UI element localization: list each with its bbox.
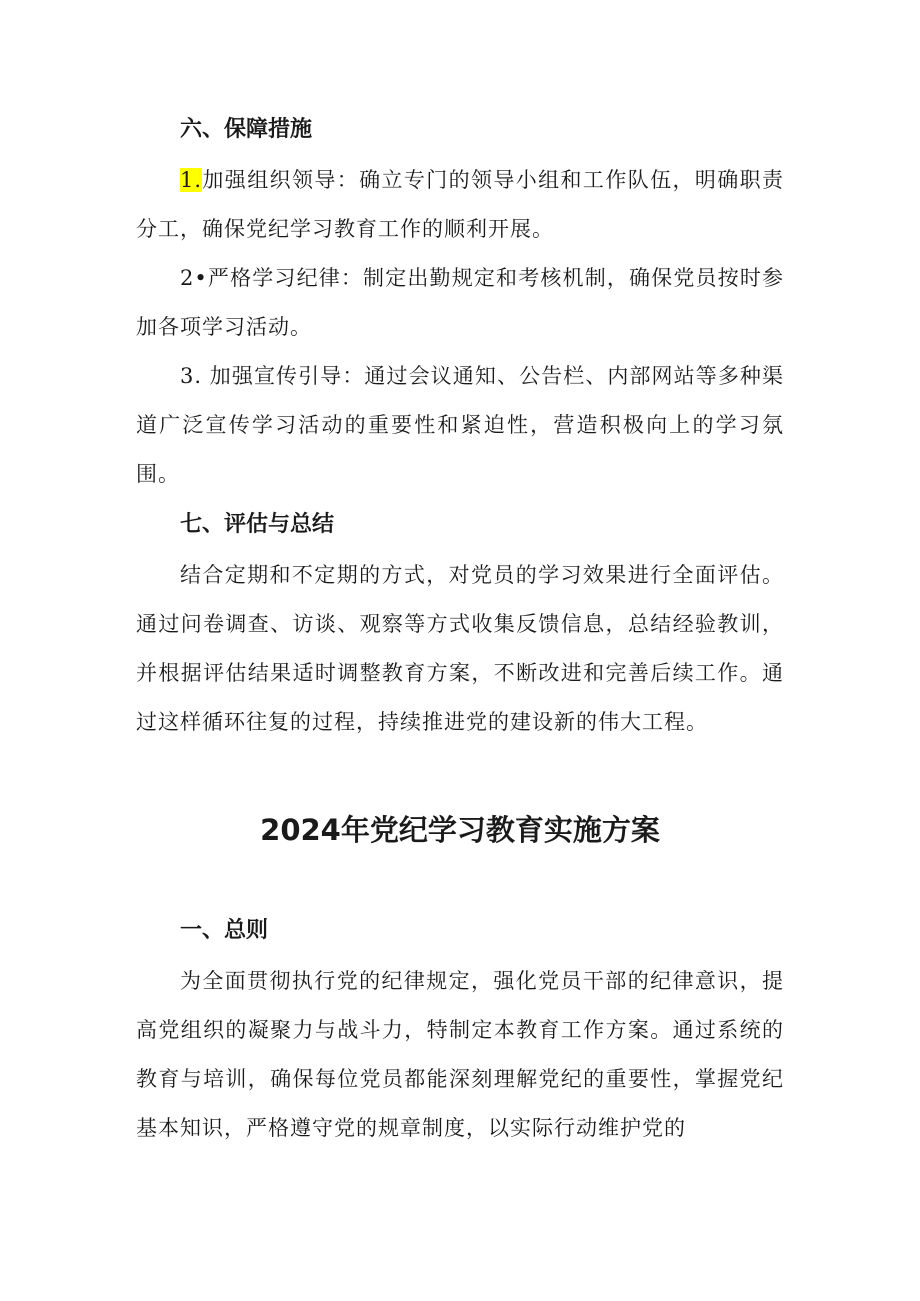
section6-heading: 六、保障措施 [180,117,313,142]
section6-item1-text: 加强组织领导：确立专门的领导小组和工作队伍，明确职责分工，确保党纪学习教育工作的顺利开展。 [136,168,784,241]
section1-heading: 一、总则 [180,918,269,943]
section6-item1 [136,156,784,254]
section7-heading: 七、评估与总结 [180,512,335,537]
section1-paragraph: 为全面贯彻执行党的纪律规定，强化党员干部的纪律意识，提高党组织的凝聚力与战斗力，特制定本教育工作方案。通过系统的教育与培训，确保每位党员都能深刻理解党纪的重要性，掌握党纪基本知识，严格遵守党的规章制度，以实际行动维护党的 [136,969,784,1140]
section6-item2: 2•严格学习纪律：制定出勤规定和考核机制，确保党员按时参加各项学习活动。 [136,266,784,339]
document-title: 2024年党纪学习教育实施方案 [260,813,660,847]
section7-paragraph: 结合定期和不定期的方式，对党员的学习效果进行全面评估。通过问卷调查、访谈、观察等方式收集反馈信息，总结经验教训，并根据评估结果适时调整教育方案，不断改进和完善后续工作。通过这样循环往复的过程，持续推进党的建设新的伟大工程。 [136,563,784,734]
section6-item3: 3. 加强宣传引导：通过会议通知、公告栏、内部网站等多种渠道广泛宣传学习活动的重要性和紧迫性，营造积极向上的学习氛围。 [136,364,784,486]
highlighted-item-number: 1. [180,168,203,192]
